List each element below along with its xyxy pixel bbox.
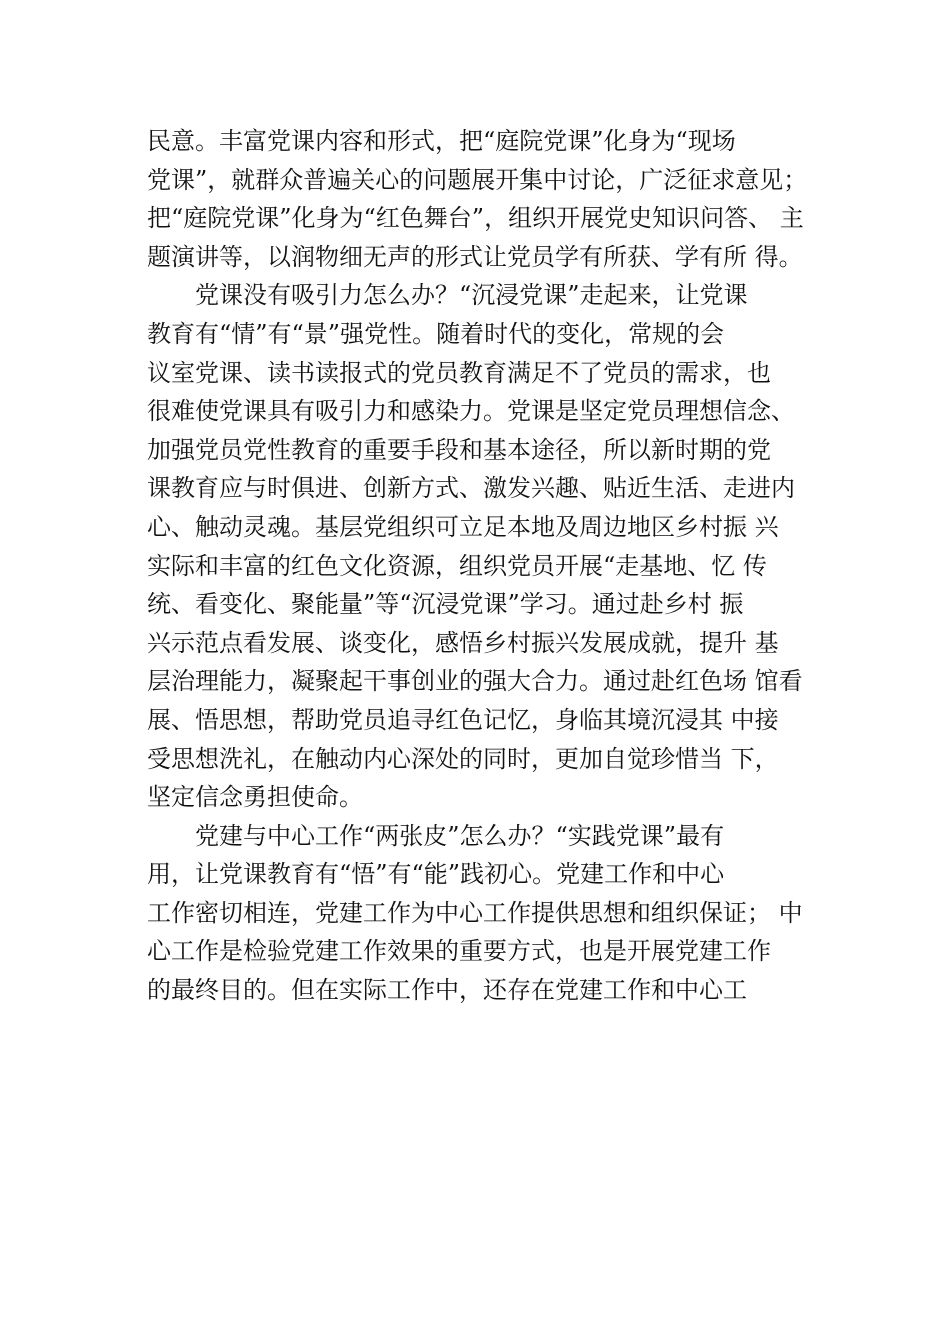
- text-line: 工作密切相连，党建工作为中心工作提供思想和组织保证； 中: [147, 898, 803, 927]
- text-line: 党课”，就群众普遍关心的问题展开集中讨论，广泛征求意见；: [147, 165, 808, 194]
- text-line: 题演讲等，以润物细无声的形式让党员学有所获、学有所 得。: [147, 242, 803, 271]
- text-line: 的最终目的。但在实际工作中，还存在党建工作和中心工: [147, 976, 747, 1005]
- paragraph-first-line: 党建与中心工作“两张皮”怎么办？“实践党课”最有: [195, 821, 725, 850]
- text-line: 坚定信念勇担使命。: [147, 783, 363, 812]
- text-line: 展、悟思想，帮助党员追寻红色记忆，身临其境沉浸其 中接: [147, 705, 779, 734]
- text-line: 心、触动灵魂。基层党组织可立足本地及周边地区乡村振 兴: [147, 512, 779, 541]
- text-line: 兴示范点看发展、谈变化，感悟乡村振兴发展成就，提升 基: [147, 628, 779, 657]
- text-line: 层治理能力，凝聚起干事创业的强大合力。通过赴红色场 馆看: [147, 667, 803, 696]
- text-line: 实际和丰富的红色文化资源，组织党员开展“走基地、忆 传: [147, 551, 767, 580]
- text-line: 很难使党课具有吸引力和感染力。党课是坚定党员理想信念、: [147, 397, 795, 426]
- text-line: 教育有“情”有“景”强党性。随着时代的变化，常规的会: [147, 319, 725, 348]
- text-line: 课教育应与时俱进、创新方式、激发兴趣、贴近生活、走进内: [147, 474, 795, 503]
- text-line: 用，让党课教育有“悟”有“能”践初心。党建工作和中心: [147, 860, 725, 889]
- text-line: 统、看变化、聚能量”等“沉浸党课”学习。通过赴乡村 振: [147, 590, 744, 619]
- body-text: [147, 122, 847, 1010]
- text-line: 心工作是检验党建工作效果的重要方式，也是开展党建工作: [147, 937, 771, 966]
- text-line: 议室党课、读书读报式的党员教育满足不了党员的需求，也: [147, 358, 771, 387]
- paragraph-first-line: 党课没有吸引力怎么办？“沉浸党课”走起来，让党课: [195, 281, 748, 310]
- text-line: 把“庭院党课”化身为“红色舞台”，组织开展党史知识问答、 主: [147, 204, 804, 233]
- text-line: 民意。丰富党课内容和形式，把“庭院党课”化身为“现场: [147, 127, 736, 155]
- text-line: 加强党员党性教育的重要手段和基本途径，所以新时期的党: [147, 435, 771, 464]
- text-line: 受思想洗礼，在触动内心深处的同时，更加自觉珍惜当 下，: [147, 744, 779, 773]
